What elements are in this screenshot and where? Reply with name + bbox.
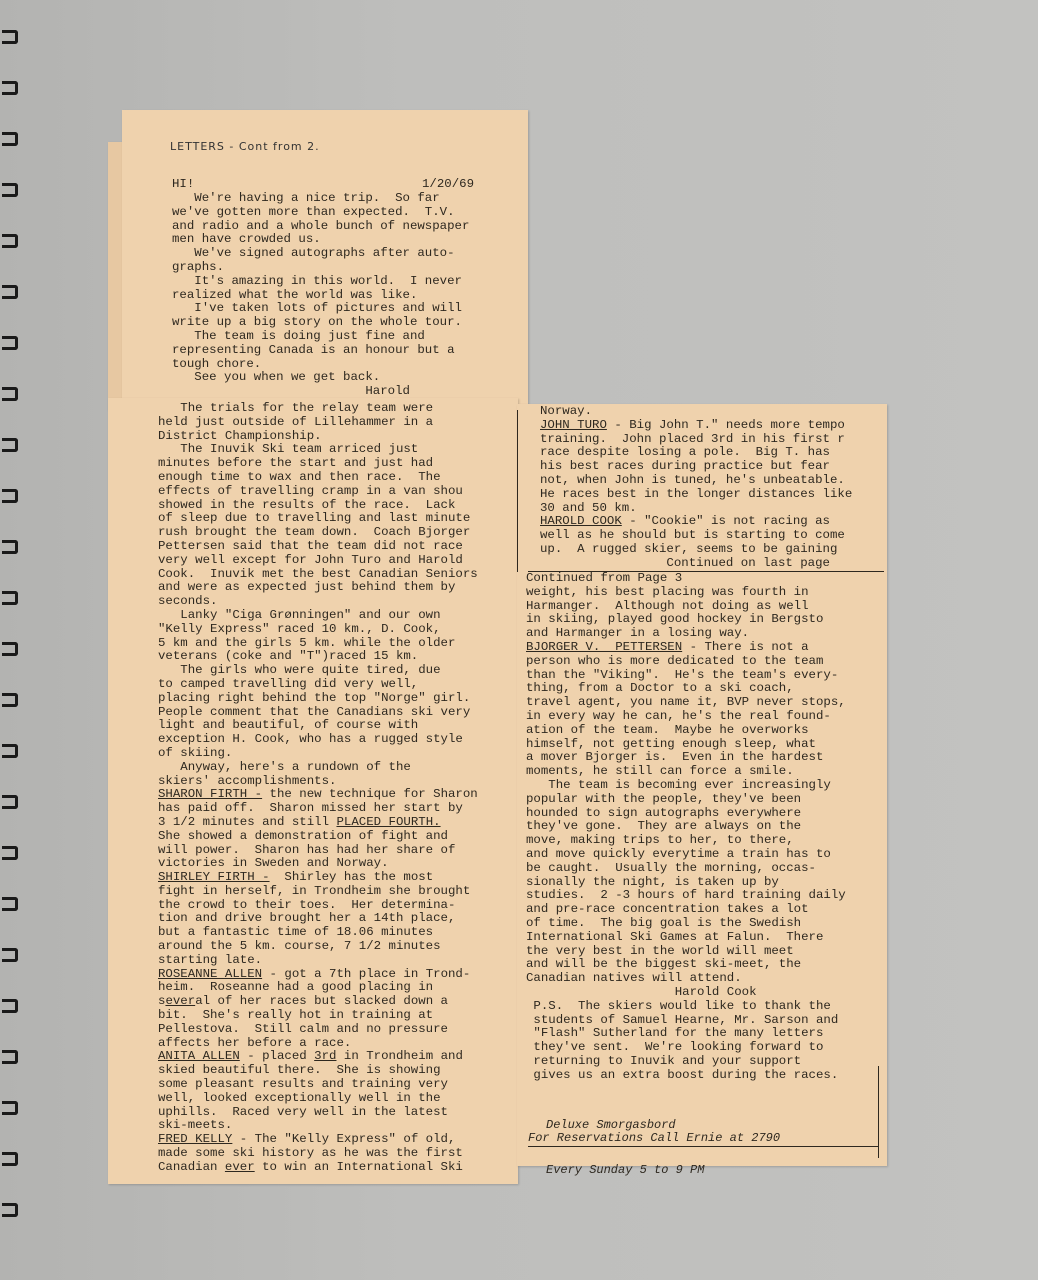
left-column-line: effects of travelling cramp in a van shou <box>158 483 463 498</box>
right-bottom-line: and move quickly everytime a train has to <box>526 846 831 861</box>
left-column-line: seconds. <box>158 594 218 609</box>
left-column-line: Canadian ever to win an International Ski <box>158 1159 463 1174</box>
right-bottom-line: Harmanger. Although not doing as well <box>526 598 809 613</box>
right-bottom-line: gives us an extra boost during the races. <box>526 1067 839 1082</box>
letter-line: realized what the world was like. <box>172 287 418 302</box>
right-bottom-line: in every way he can, he's the real found- <box>526 708 831 723</box>
left-column-line: ANITA ALLEN - placed 3rd in Trondheim and <box>158 1049 463 1064</box>
right-top-line: well as he should but is starting to come <box>540 528 845 543</box>
letter-date: 1/20/69 <box>422 177 475 191</box>
left-column-line: and were as expected just behind them by <box>158 580 456 595</box>
letter-line: Harold <box>172 384 410 399</box>
left-column-line: fight in herself, in Trondheim she brought <box>158 883 471 898</box>
right-bottom-line: International Ski Games at Falun. There <box>526 929 824 944</box>
left-column-line: SHIRLEY FIRTH - Shirley has the most <box>158 870 434 885</box>
right-bottom-line: the very best in the world will meet <box>526 943 794 958</box>
left-column-line: held just outside of Lillehammer in a <box>158 414 434 429</box>
left-column-line: heim. Roseanne had a good placing in <box>158 980 434 995</box>
binding-ring <box>2 336 18 350</box>
right-bottom-line: ation of the team. Maybe he overworks <box>526 722 809 737</box>
smorgasbord-ad <box>546 1088 704 1208</box>
right-bottom-line: popular with the people, they've been <box>526 791 802 806</box>
left-column-line: made some ski history as he was the first <box>158 1146 463 1161</box>
binding-ring <box>2 846 18 860</box>
left-column-line: showed in the results of the race. Lack <box>158 497 456 512</box>
binding-ring <box>2 1152 18 1166</box>
right-top-line: training. John placed 3rd in his first r <box>540 431 845 446</box>
right-bottom-line: and pre-race concentration takes a lot <box>526 902 809 917</box>
right-top-line: race despite losing a pole. Big T. has <box>540 445 830 460</box>
letter-line: We're having a nice trip. So far <box>172 191 440 205</box>
left-column-line: affects her before a race. <box>158 1035 352 1050</box>
right-column-bottom-text <box>526 572 846 1082</box>
right-bottom-line: BJORGER V. PETTERSEN - There is not a <box>526 639 809 654</box>
binding-ring <box>2 591 18 605</box>
binding-ring <box>2 999 18 1013</box>
left-column-line: skied beautiful there. She is showing <box>158 1063 441 1078</box>
right-bottom-line: they've gone. They are always on the <box>526 819 802 834</box>
binding-ring <box>2 1050 18 1064</box>
left-column-line: exception H. Cook, who has a rugged style <box>158 732 463 747</box>
right-bottom-line: move, making trips to her, to there, <box>526 833 794 848</box>
right-bottom-line: person who is more dedicated to the team <box>526 653 824 668</box>
left-column-line: ski-meets. <box>158 1118 233 1133</box>
binding-ring <box>2 795 18 809</box>
right-top-line: HAROLD COOK - "Cookie" is not racing as <box>540 514 830 529</box>
left-column-line: The trials for the relay team were <box>158 401 434 415</box>
left-column-line: Cook. Inuvik met the best Canadian Seniors <box>158 566 478 581</box>
left-column-line: several of her races but slacked down a <box>158 994 448 1009</box>
left-column-line: Lanky "Ciga Grønningen" and our own <box>158 607 441 622</box>
left-column-line: Pettersen said that the team did not race <box>158 538 463 553</box>
right-top-line: JOHN TURO - Big John T." needs more tempo <box>540 417 845 432</box>
binding-ring <box>2 234 18 248</box>
right-top-line: He races best in the longer distances like <box>540 486 853 501</box>
letter-greeting: HI! <box>172 177 195 191</box>
right-top-line: Continued on last page <box>540 555 830 570</box>
left-column-line: veterans (coke and "T")raced 15 km. <box>158 649 419 664</box>
ad-line-2: Every Sunday 5 to 9 PM <box>546 1163 705 1177</box>
column-divider <box>517 410 518 572</box>
right-bottom-line: they've sent. We're looking forward to <box>526 1040 824 1055</box>
letter-line: graphs. <box>172 259 225 274</box>
right-bottom-line: of time. The big goal is the Swedish <box>526 915 802 930</box>
left-column-line: very well except for John Turo and Harold <box>158 552 463 567</box>
right-bottom-line: studies. 2 -3 hours of hard training daily <box>526 888 846 903</box>
ad-line-1: Deluxe Smorgasbord <box>546 1118 676 1132</box>
left-column-line: skiers' accomplishments. <box>158 773 337 788</box>
binding-ring <box>2 183 18 197</box>
right-bottom-line: a mover Bjorger is. Even in the hardest <box>526 750 824 765</box>
letter-body <box>172 192 469 399</box>
right-column-top-text <box>540 405 852 571</box>
left-column-line: to camped travelling did very well, <box>158 676 419 691</box>
right-bottom-line: moments, he still can force a smile. <box>526 764 794 779</box>
right-bottom-line: Canadian natives will attend. <box>526 971 742 986</box>
letter-line: See you when we get back. <box>172 370 381 385</box>
ad-box-border <box>878 1066 879 1158</box>
left-column-line: of sleep due to travelling and last minute <box>158 511 471 526</box>
binding-ring <box>2 948 18 962</box>
right-top-line: Norway. <box>540 404 593 418</box>
left-column-line: will power. Sharon has had her share of <box>158 842 456 857</box>
left-column-line: FRED KELLY - The "Kelly Express" of old, <box>158 1132 456 1147</box>
right-bottom-line: and Harmanger in a losing way. <box>526 626 750 641</box>
letter-line: write up a big story on the whole tour. <box>172 315 462 330</box>
right-bottom-line: and will be the biggest ski-meet, the <box>526 957 802 972</box>
right-bottom-line: thing, from a Doctor to a ski coach, <box>526 681 794 696</box>
right-top-line: 30 and 50 km. <box>540 500 637 515</box>
left-column-line: "Kelly Express" raced 10 km., D. Cook, <box>158 621 441 636</box>
left-column-line: 3 1/2 minutes and still PLACED FOURTH. <box>158 814 441 829</box>
right-bottom-line: himself, not getting enough sleep, what <box>526 736 816 751</box>
right-bottom-line: Continued from Page 3 <box>526 571 683 585</box>
left-column-line: the crowd to their toes. Her determina- <box>158 897 456 912</box>
right-bottom-line: hounded to sign autographs everywhere <box>526 805 802 820</box>
binding-ring <box>2 744 18 758</box>
right-bottom-line: students of Samuel Hearne, Mr. Sarson and <box>526 1012 839 1027</box>
right-top-line: his best races during practice but fear <box>540 459 830 474</box>
left-column-line: District Championship. <box>158 428 322 443</box>
left-column-line: The girls who were quite tired, due <box>158 663 441 678</box>
right-bottom-line: weight, his best placing was fourth in <box>526 584 809 599</box>
left-column-line: uphills. Raced very well in the latest <box>158 1104 448 1119</box>
letter-line: we've gotten more than expected. T.V. <box>172 204 455 219</box>
binding-ring <box>2 1203 18 1217</box>
binding-ring <box>2 489 18 503</box>
letter-line: It's amazing in this world. I never <box>172 273 462 288</box>
left-column-line: around the 5 km. course, 7 1/2 minutes <box>158 939 441 954</box>
letter-line: I've taken lots of pictures and will <box>172 301 462 316</box>
left-column-line: Pellestova. Still calm and no pressure <box>158 1021 448 1036</box>
left-column-line: bit. She's really hot in training at <box>158 1008 434 1023</box>
letter-line: men have crowded us. <box>172 232 321 247</box>
left-column-line: of skiing. <box>158 745 233 760</box>
left-column-line: has paid off. Sharon missed her start by <box>158 801 463 816</box>
right-bottom-line: sionally the night, is taken up by <box>526 874 779 889</box>
binding-ring <box>2 81 18 95</box>
binding-ring <box>2 387 18 401</box>
left-column-line: The Inuvik Ski team arriced just <box>158 442 419 457</box>
ad-reservations: For Reservations Call Ernie at 2790 <box>528 1131 781 1145</box>
left-column-line: starting late. <box>158 952 263 967</box>
letter-line: tough chore. <box>172 356 262 371</box>
right-bottom-line: P.S. The skiers would like to thank the <box>526 998 831 1013</box>
right-bottom-line: than the "Viking". He's the team's every- <box>526 667 839 682</box>
right-top-line: up. A rugged skier, seems to be gaining <box>540 541 838 556</box>
left-column-line: She showed a demonstration of fight and <box>158 828 448 843</box>
left-column-line: some pleasant results and training very <box>158 1077 448 1092</box>
left-column-line: Anyway, here's a rundown of the <box>158 759 411 774</box>
right-bottom-line: The team is becoming ever increasingly <box>526 777 831 792</box>
letter-line: We've signed autographs after auto- <box>172 246 455 261</box>
binding-ring <box>2 285 18 299</box>
letter-line: and radio and a whole bunch of newspaper <box>172 218 470 233</box>
binding-ring <box>2 897 18 911</box>
letter-line: representing Canada is an honour but a <box>172 342 455 357</box>
binding-ring <box>2 1101 18 1115</box>
left-column-line: tion and drive brought her a 14th place, <box>158 911 456 926</box>
left-column-line: 5 km and the girls 5 km. while the older <box>158 635 456 650</box>
right-bottom-line: "Flash" Sutherland for the many letters <box>526 1026 824 1041</box>
left-column-line: enough time to wax and then race. The <box>158 469 441 484</box>
binding-ring <box>2 132 18 146</box>
right-bottom-line: Harold Cook <box>526 984 757 999</box>
left-column-line: rush brought the team down. Coach Bjorger <box>158 525 471 540</box>
left-column-line: but a fantastic time of 18.06 minutes <box>158 925 434 940</box>
left-column-line: ROSEANNE ALLEN - got a 7th place in Trond- <box>158 966 471 981</box>
left-column-line: SHARON FIRTH - the new technique for Sharon <box>158 787 478 802</box>
left-column-line: minutes before the start and just had <box>158 456 434 471</box>
right-bottom-line: travel agent, you name it, BVP never stops, <box>526 695 846 710</box>
letter-line: The team is doing just fine and <box>172 328 425 343</box>
left-column-line: light and beautiful, of course with <box>158 718 419 733</box>
spiral-binding <box>0 30 22 1260</box>
left-column-line: placing right behind the top "Norge" girl. <box>158 690 471 705</box>
left-column-line: People comment that the Canadians ski very <box>158 704 471 719</box>
binding-ring <box>2 540 18 554</box>
right-bottom-line: in skiing, played good hockey in Bergsto <box>526 612 824 627</box>
left-column-text <box>158 402 478 1175</box>
binding-ring <box>2 693 18 707</box>
binding-ring <box>2 438 18 452</box>
right-bottom-line: returning to Inuvik and your support <box>526 1053 802 1068</box>
binding-ring <box>2 642 18 656</box>
left-column-line: well, looked exceptionally well in the <box>158 1090 441 1105</box>
handwritten-header: LETTERS - Cont from 2. <box>170 140 320 153</box>
right-bottom-line: be caught. Usually the morning, occas- <box>526 860 816 875</box>
binding-ring <box>2 30 18 44</box>
left-column-line: victories in Sweden and Norway. <box>158 856 389 871</box>
right-top-line: not, when John is tuned, he's unbeatable. <box>540 472 845 487</box>
